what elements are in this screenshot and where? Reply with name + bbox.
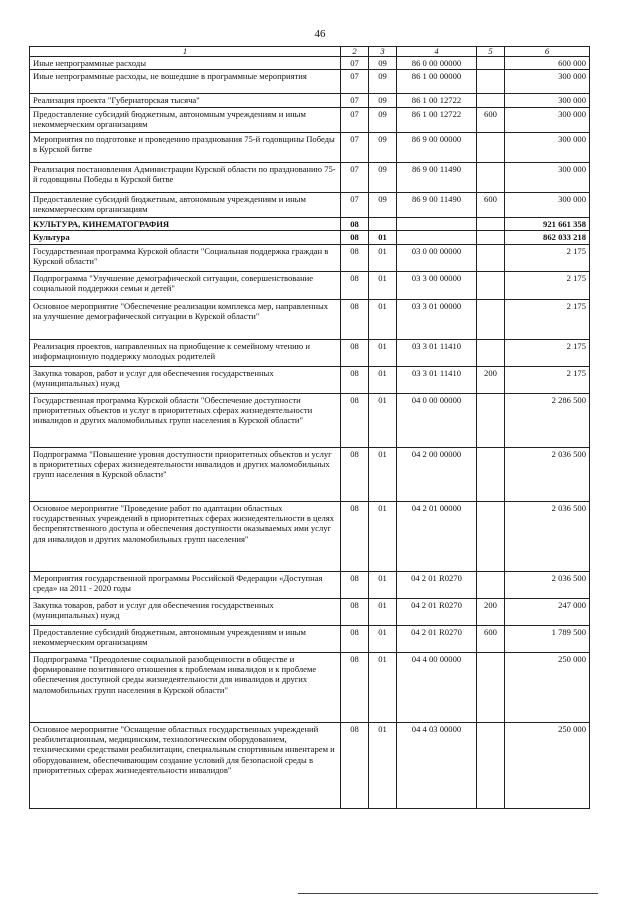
row-name-cell: Закупка товаров, работ и услуг для обеспечения государственных (муниципальных) нужд	[30, 366, 341, 393]
row-amount-cell: 2 175	[505, 339, 590, 366]
row-expense-type-cell	[477, 94, 505, 107]
row-name-cell: Подпрограмма "Улучшение демографической ситуации, совершенствование социальной поддержки семьи и детей"	[30, 271, 341, 299]
table-row	[30, 231, 590, 244]
row-section-cell: 08	[341, 625, 369, 652]
row-subsection-cell	[369, 217, 397, 230]
row-target-article-cell	[397, 231, 477, 244]
table-row	[30, 57, 590, 70]
row-amount-cell: 250 000	[505, 652, 590, 722]
row-target-article-cell: 86 9 00 00000	[397, 132, 477, 162]
row-target-article-cell: 03 0 00 00000	[397, 244, 477, 271]
row-expense-type-cell	[477, 132, 505, 162]
table-header-row	[30, 47, 590, 57]
row-expense-type-cell	[477, 501, 505, 571]
row-target-article-cell: 03 3 01 11410	[397, 366, 477, 393]
row-expense-type-cell	[477, 447, 505, 501]
row-expense-type-cell	[477, 571, 505, 598]
row-target-article-cell: 86 1 00 12722	[397, 107, 477, 132]
row-target-article-cell: 03 3 00 00000	[397, 271, 477, 299]
table-row	[30, 571, 590, 598]
table-row	[30, 339, 590, 366]
row-name-cell: Подпрограмма "Повышение уровня доступности приоритетных объектов и услуг в приоритетных сферах жизнедеятельности инвалидов и других маломобильных групп населения в Курской области"	[30, 447, 341, 501]
row-subsection-cell: 09	[369, 70, 397, 94]
table-row	[30, 501, 590, 571]
row-amount-cell: 2 286 500	[505, 393, 590, 447]
row-name-cell: Реализация постановления Администрации Курской области по празднованию 75-й годовщины Победы в Курской битве	[30, 162, 341, 192]
row-target-article-cell: 86 1 00 12722	[397, 94, 477, 107]
row-subsection-cell: 09	[369, 192, 397, 217]
row-name-cell: Основное мероприятие "Проведение работ по адаптации областных государственных учреждений в приоритетных сферах жизнедеятельности в целях беспрепятственного доступа и обеспечения доступности оказываемых ими услуг для инвалидов и других маломобильных групп населения"	[30, 501, 341, 571]
row-name-cell: Предоставление субсидий бюджетным, автономным учреждениям и иным некоммерческим организациям	[30, 107, 341, 132]
row-amount-cell: 300 000	[505, 70, 590, 94]
row-expense-type-cell	[477, 299, 505, 339]
row-amount-cell: 300 000	[505, 107, 590, 132]
table-row	[30, 162, 590, 192]
row-subsection-cell: 01	[369, 625, 397, 652]
table-row	[30, 94, 590, 107]
table-row	[30, 192, 590, 217]
row-subsection-cell: 01	[369, 447, 397, 501]
row-subsection-cell: 01	[369, 299, 397, 339]
row-name-cell: КУЛЬТУРА, КИНЕМАТОГРАФИЯ	[30, 217, 341, 230]
row-subsection-cell: 01	[369, 271, 397, 299]
row-subsection-cell: 09	[369, 94, 397, 107]
row-name-cell: Подпрограмма "Преодоление социальной разобщенности в обществе и формирование позитивного отношения к проблемам инвалидов и к проблеме обеспечения доступной среды жизнедеятельности для инвалидов и других маломобильных групп населения в Курской области"	[30, 652, 341, 722]
row-name-cell: Реализация проектов, направленных на приобщение к семейному чтению и информационную поддержку молодых родителей	[30, 339, 341, 366]
row-section-cell: 08	[341, 271, 369, 299]
row-amount-cell: 862 033 218	[505, 231, 590, 244]
row-amount-cell: 921 661 358	[505, 217, 590, 230]
row-amount-cell: 300 000	[505, 192, 590, 217]
row-amount-cell: 2 036 500	[505, 447, 590, 501]
row-amount-cell: 2 036 500	[505, 501, 590, 571]
table-row	[30, 625, 590, 652]
table-row	[30, 132, 590, 162]
column-header: 1	[30, 47, 341, 57]
row-section-cell: 07	[341, 57, 369, 70]
footer-rule	[298, 893, 598, 894]
row-expense-type-cell	[477, 271, 505, 299]
row-subsection-cell: 09	[369, 57, 397, 70]
row-section-cell: 08	[341, 722, 369, 808]
row-name-cell: Мероприятия по подготовке и проведению празднования 75-й годовщины Победы в Курской битве	[30, 132, 341, 162]
row-amount-cell: 600 000	[505, 57, 590, 70]
row-amount-cell: 300 000	[505, 132, 590, 162]
column-header: 6	[505, 47, 590, 57]
column-header: 3	[369, 47, 397, 57]
row-amount-cell: 2 175	[505, 271, 590, 299]
table-row	[30, 107, 590, 132]
row-section-cell: 08	[341, 244, 369, 271]
row-section-cell: 08	[341, 393, 369, 447]
row-expense-type-cell: 200	[477, 366, 505, 393]
row-target-article-cell: 04 2 01 R0270	[397, 598, 477, 625]
row-expense-type-cell	[477, 231, 505, 244]
row-target-article-cell: 86 0 00 00000	[397, 57, 477, 70]
table-row	[30, 598, 590, 625]
row-subsection-cell: 01	[369, 244, 397, 271]
row-section-cell: 08	[341, 299, 369, 339]
row-expense-type-cell: 600	[477, 625, 505, 652]
row-target-article-cell: 04 0 00 00000	[397, 393, 477, 447]
row-amount-cell: 2 175	[505, 366, 590, 393]
row-name-cell: Реализация проекта "Губернаторская тысяча"	[30, 94, 341, 107]
table-row	[30, 70, 590, 94]
row-name-cell: Культура	[30, 231, 341, 244]
row-expense-type-cell: 200	[477, 598, 505, 625]
row-section-cell: 08	[341, 217, 369, 230]
row-section-cell: 08	[341, 447, 369, 501]
row-subsection-cell: 01	[369, 393, 397, 447]
row-target-article-cell: 04 4 00 00000	[397, 652, 477, 722]
row-section-cell: 07	[341, 70, 369, 94]
table-row	[30, 244, 590, 271]
row-section-cell: 08	[341, 366, 369, 393]
row-expense-type-cell	[477, 393, 505, 447]
row-section-cell: 08	[341, 598, 369, 625]
table-row	[30, 722, 590, 808]
row-name-cell: Закупка товаров, работ и услуг для обеспечения государственных (муниципальных) нужд	[30, 598, 341, 625]
row-name-cell: Иные непрограммные расходы	[30, 57, 341, 70]
row-subsection-cell: 09	[369, 132, 397, 162]
row-section-cell: 07	[341, 107, 369, 132]
row-amount-cell: 1 789 500	[505, 625, 590, 652]
row-amount-cell: 2 175	[505, 299, 590, 339]
row-section-cell: 07	[341, 162, 369, 192]
row-section-cell: 07	[341, 192, 369, 217]
row-expense-type-cell	[477, 57, 505, 70]
row-target-article-cell: 86 9 00 11490	[397, 192, 477, 217]
row-subsection-cell: 01	[369, 339, 397, 366]
table-row	[30, 299, 590, 339]
row-target-article-cell: 04 2 01 00000	[397, 501, 477, 571]
column-header: 5	[477, 47, 505, 57]
row-name-cell: Основное мероприятие "Оснащение областных государственных учреждений реабилитационным, медицинским, технологическим оборудованием, техническими средствами реабилитации, специальным спортивным инвентарем и оборудованием, обеспечивающим создание условий для безопасной среды в приоритетных сферах жизнедеятельности инвалидов"	[30, 722, 341, 808]
column-header: 2	[341, 47, 369, 57]
row-subsection-cell: 01	[369, 366, 397, 393]
row-target-article-cell: 04 2 00 00000	[397, 447, 477, 501]
row-amount-cell: 250 000	[505, 722, 590, 808]
row-expense-type-cell	[477, 652, 505, 722]
row-name-cell: Мероприятия государственной программы Российской Федерации «Доступная среда» на 2011 - 2020 годы	[30, 571, 341, 598]
table-row	[30, 271, 590, 299]
row-section-cell: 08	[341, 571, 369, 598]
table-row	[30, 447, 590, 501]
row-section-cell: 08	[341, 231, 369, 244]
row-amount-cell: 2 175	[505, 244, 590, 271]
row-section-cell: 08	[341, 652, 369, 722]
row-section-cell: 07	[341, 94, 369, 107]
row-target-article-cell: 03 3 01 00000	[397, 299, 477, 339]
budget-table	[29, 46, 590, 809]
row-subsection-cell: 01	[369, 722, 397, 808]
row-name-cell: Предоставление субсидий бюджетным, автономным учреждениям и иным некоммерческим организациям	[30, 625, 341, 652]
row-expense-type-cell	[477, 244, 505, 271]
row-name-cell: Государственная программа Курской области "Социальная поддержка граждан в Курской области"	[30, 244, 341, 271]
table-row	[30, 652, 590, 722]
row-target-article-cell: 04 4 03 00000	[397, 722, 477, 808]
row-target-article-cell: 04 2 01 R0270	[397, 571, 477, 598]
row-target-article-cell: 04 2 01 R0270	[397, 625, 477, 652]
row-section-cell: 08	[341, 339, 369, 366]
row-amount-cell: 300 000	[505, 94, 590, 107]
row-expense-type-cell	[477, 722, 505, 808]
row-subsection-cell: 01	[369, 501, 397, 571]
row-amount-cell: 247 000	[505, 598, 590, 625]
row-expense-type-cell	[477, 162, 505, 192]
row-subsection-cell: 09	[369, 162, 397, 192]
table-row	[30, 366, 590, 393]
row-subsection-cell: 01	[369, 652, 397, 722]
row-expense-type-cell	[477, 339, 505, 366]
column-header: 4	[397, 47, 477, 57]
row-amount-cell: 300 000	[505, 162, 590, 192]
row-amount-cell: 2 036 500	[505, 571, 590, 598]
row-target-article-cell: 86 1 00 00000	[397, 70, 477, 94]
row-section-cell: 07	[341, 132, 369, 162]
row-subsection-cell: 01	[369, 571, 397, 598]
row-name-cell: Предоставление субсидий бюджетным, автономным учреждениям и иным некоммерческим организациям	[30, 192, 341, 217]
row-name-cell: Основное мероприятие "Обеспечение реализации комплекса мер, направленных на улучшение демографической ситуации в Курской области"	[30, 299, 341, 339]
row-target-article-cell: 03 3 01 11410	[397, 339, 477, 366]
row-expense-type-cell	[477, 70, 505, 94]
table-row	[30, 217, 590, 230]
row-name-cell: Иные непрограммные расходы, не вошедшие в программные мероприятия	[30, 70, 341, 94]
page-number: 46	[314, 28, 326, 40]
row-subsection-cell: 01	[369, 231, 397, 244]
row-subsection-cell: 09	[369, 107, 397, 132]
row-expense-type-cell: 600	[477, 192, 505, 217]
row-name-cell: Государственная программа Курской области "Обеспечение доступности приоритетных объектов и услуг в приоритетных сферах жизнедеятельности инвалидов и других маломобильных групп населения в Курской области"	[30, 393, 341, 447]
row-expense-type-cell	[477, 217, 505, 230]
row-target-article-cell: 86 9 00 11490	[397, 162, 477, 192]
row-target-article-cell	[397, 217, 477, 230]
table-row	[30, 393, 590, 447]
row-section-cell: 08	[341, 501, 369, 571]
row-expense-type-cell: 600	[477, 107, 505, 132]
row-subsection-cell: 01	[369, 598, 397, 625]
